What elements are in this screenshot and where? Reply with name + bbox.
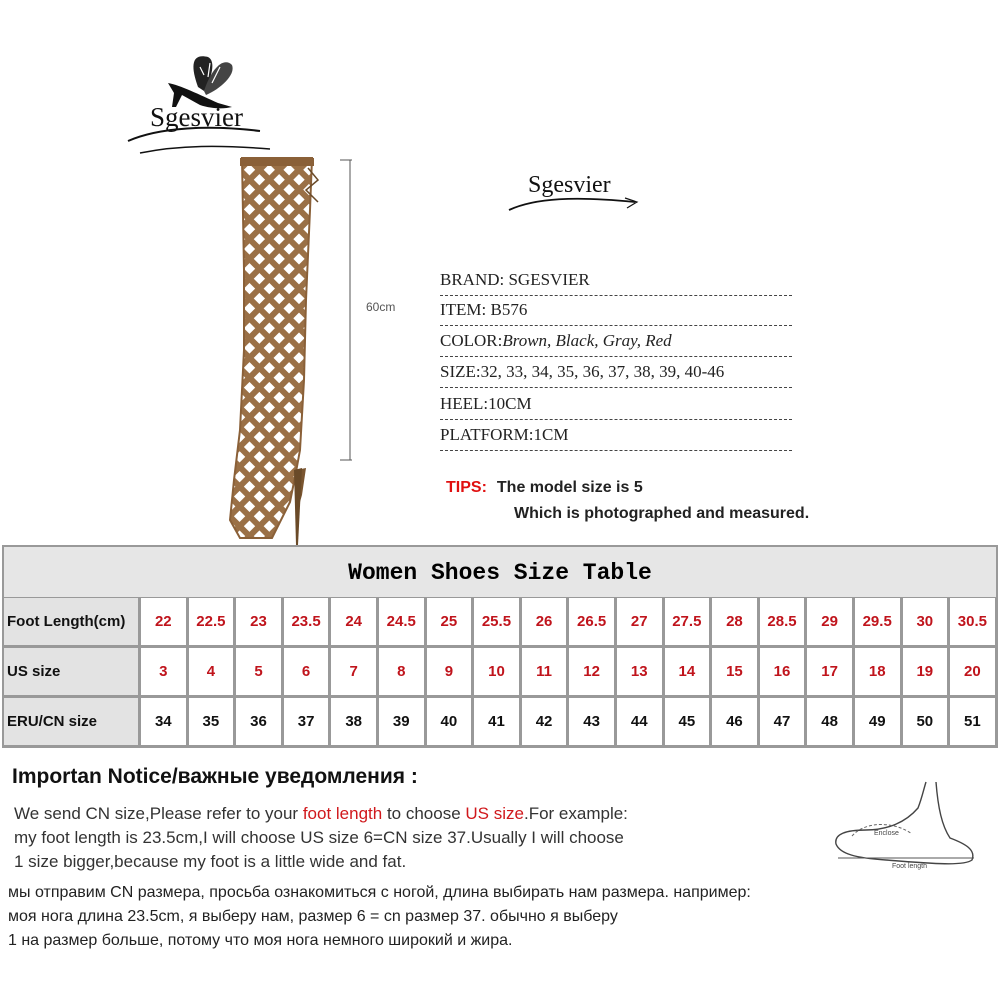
- table-cell: 43: [569, 698, 614, 745]
- brand-logo-text-mid: Sgesvier: [528, 172, 611, 198]
- table-cell: 28: [712, 598, 757, 645]
- table-cell: 45: [665, 698, 710, 745]
- row-header: US size: [4, 648, 138, 695]
- table-cell: 18: [855, 648, 900, 695]
- table-cell: 22: [141, 598, 186, 645]
- table-cell: 11: [522, 648, 567, 695]
- notice-highlight-foot-length: foot length: [302, 804, 383, 823]
- table-cell: 23: [236, 598, 281, 645]
- row-header: ERU/CN size: [4, 698, 138, 745]
- spec-color-value: Brown, Black, Gray, Red: [502, 331, 672, 350]
- notice-text: .For example:: [523, 804, 628, 823]
- table-cell: 24.5: [379, 598, 424, 645]
- notice-text: to choose: [382, 804, 466, 823]
- table-cell: 27.5: [665, 598, 710, 645]
- notice-title: Importan Notice/важные уведомления :: [12, 765, 418, 788]
- spec-brand: BRAND: SGESVIER: [440, 266, 792, 296]
- brand-logo-text-top: Sgesvier: [150, 102, 243, 132]
- tips-line-2: Which is photographed and measured.: [514, 505, 810, 522]
- notice-ru-line-3: 1 на размер больше, потому что моя нога немного широкий и жира.: [8, 932, 513, 949]
- notice-en-line-2: my foot length is 23.5cm,I will choose US size 6=CN size 37.Usually I will choose: [14, 828, 624, 847]
- table-cell: 36: [236, 698, 281, 745]
- table-cell: 4: [189, 648, 234, 695]
- table-cell: 9: [427, 648, 472, 695]
- table-cell: 5: [236, 648, 281, 695]
- table-cell: 19: [903, 648, 948, 695]
- table-cell: 10: [474, 648, 519, 695]
- table-cell: 30: [903, 598, 948, 645]
- spec-size: SIZE:32, 33, 34, 35, 36, 37, 38, 39, 40-46: [440, 358, 792, 388]
- brand-logo-swoosh: [505, 188, 640, 218]
- spec-platform: PLATFORM:1CM: [440, 421, 792, 451]
- notice-text: We send CN size,Please refer to your: [14, 804, 303, 823]
- table-cell: 20: [950, 648, 995, 695]
- spec-color: [440, 327, 792, 357]
- notice-ru-line-2: моя нога длина 23.5cm, я выберу нам, размер 6 = cn размер 37. обычно я выберу: [8, 908, 618, 925]
- table-cell: 7: [331, 648, 376, 695]
- row-header: Foot Length(cm): [4, 598, 138, 645]
- table-cell: 49: [855, 698, 900, 745]
- table-cell: 22.5: [189, 598, 234, 645]
- tips: [446, 479, 643, 497]
- table-row-eu-cn-size: [4, 698, 996, 745]
- table-cell: 6: [284, 648, 329, 695]
- table-cell: 39: [379, 698, 424, 745]
- spec-heel: HEEL:10CM: [440, 390, 792, 420]
- table-cell: 46: [712, 698, 757, 745]
- table-cell: 38: [331, 698, 376, 745]
- table-cell: 24: [331, 598, 376, 645]
- table-cell: 40: [427, 698, 472, 745]
- table-cell: 48: [807, 698, 852, 745]
- foot-diagram: [826, 778, 986, 873]
- tips-line-1: The model size is 5: [496, 479, 643, 496]
- notice-en-line-3: 1 size bigger,because my foot is a little wide and fat.: [14, 852, 407, 871]
- notice-highlight-us-size: US size: [465, 804, 524, 823]
- table-row-us-size: [4, 648, 996, 695]
- table-cell: 41: [474, 698, 519, 745]
- table-cell: 15: [712, 648, 757, 695]
- height-measure-line: [338, 158, 358, 464]
- table-cell: 47: [760, 698, 805, 745]
- table-cell: 29: [807, 598, 852, 645]
- table-cell: 12: [569, 648, 614, 695]
- height-label: 60cm: [366, 300, 396, 314]
- table-cell: 25.5: [474, 598, 519, 645]
- table-cell: 3: [141, 648, 186, 695]
- table-cell: 34: [141, 698, 186, 745]
- table-cell: 16: [760, 648, 805, 695]
- table-cell: 17: [807, 648, 852, 695]
- spec-item: ITEM: B576: [440, 296, 792, 326]
- notice-en-line-1: [14, 804, 628, 824]
- table-row-foot-length: [4, 598, 996, 645]
- spec-color-key: COLOR:: [440, 331, 503, 350]
- table-cell: 26: [522, 598, 567, 645]
- table-cell: 28.5: [760, 598, 805, 645]
- size-table-title: Women Shoes Size Table: [348, 560, 652, 586]
- notice-ru-line-1: мы отправим CN размера, просьба ознакомиться с ногой, длина выбирать нам размера. например:: [8, 884, 751, 901]
- foot-enclose-label: Enclose: [874, 830, 899, 837]
- table-cell: 30.5: [950, 598, 995, 645]
- table-cell: 27: [617, 598, 662, 645]
- foot-length-label: Foot length: [892, 863, 928, 870]
- table-cell: 42: [522, 698, 567, 745]
- table-cell: 8: [379, 648, 424, 695]
- table-cell: 51: [950, 698, 995, 745]
- table-cell: 13: [617, 648, 662, 695]
- tips-key: TIPS:: [446, 479, 487, 496]
- table-cell: 44: [617, 698, 662, 745]
- table-cell: 23.5: [284, 598, 329, 645]
- table-cell: 25: [427, 598, 472, 645]
- table-cell: 50: [903, 698, 948, 745]
- table-cell: 37: [284, 698, 329, 745]
- table-cell: 26.5: [569, 598, 614, 645]
- boot-image: [200, 150, 330, 545]
- table-cell: 14: [665, 648, 710, 695]
- table-cell: 29.5: [855, 598, 900, 645]
- table-cell: 35: [189, 698, 234, 745]
